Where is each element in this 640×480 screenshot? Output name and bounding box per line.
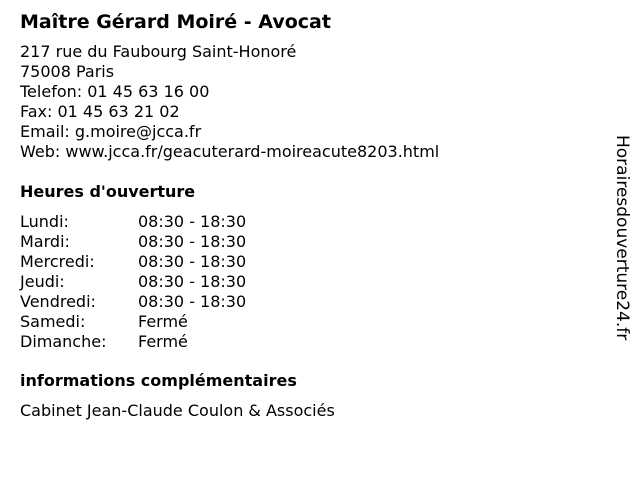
hours-row-samedi	[20, 312, 600, 332]
hours-row-mercredi	[20, 252, 600, 272]
hours-heading: Heures d'ouverture	[20, 182, 196, 201]
hours-time: 08:30 - 18:30	[138, 272, 247, 291]
site-watermark: Horairesdouverture24.fr	[612, 135, 632, 341]
hours-time: 08:30 - 18:30	[138, 252, 247, 271]
hours-day: Mercredi:	[20, 252, 95, 271]
contact-block	[20, 42, 600, 162]
hours-day: Mardi:	[20, 232, 70, 251]
hours-row-lundi	[20, 212, 600, 232]
hours-time: Fermé	[138, 332, 188, 351]
hours-time: 08:30 - 18:30	[138, 232, 247, 251]
info-heading: informations complémentaires	[20, 371, 297, 390]
address-city: 75008 Paris	[20, 62, 115, 81]
hours-day: Samedi:	[20, 312, 86, 331]
hours-day: Dimanche:	[20, 332, 107, 351]
fax-line: Fax: 01 45 63 21 02	[20, 102, 180, 121]
email-line[interactable]: Email: g.moire@jcca.fr	[20, 122, 202, 141]
hours-table	[20, 212, 600, 352]
hours-row-jeudi	[20, 272, 600, 292]
hours-row-mardi	[20, 232, 600, 252]
business-title: Maître Gérard Moiré - Avocat	[20, 11, 331, 33]
info-text: Cabinet Jean-Claude Coulon & Associés	[20, 401, 335, 420]
hours-time: 08:30 - 18:30	[138, 212, 247, 231]
phone-line[interactable]: Telefon: 01 45 63 16 00	[20, 82, 210, 101]
business-card	[20, 10, 600, 421]
hours-time: Fermé	[138, 312, 188, 331]
hours-day: Jeudi:	[20, 272, 65, 291]
address-street: 217 rue du Faubourg Saint-Honoré	[20, 42, 297, 61]
hours-time: 08:30 - 18:30	[138, 292, 247, 311]
web-line[interactable]: Web: www.jcca.fr/geacuterard-moireacute8203.html	[20, 142, 440, 161]
hours-day: Vendredi:	[20, 292, 96, 311]
hours-day: Lundi:	[20, 212, 69, 231]
hours-row-dimanche	[20, 332, 600, 352]
hours-row-vendredi	[20, 292, 600, 312]
